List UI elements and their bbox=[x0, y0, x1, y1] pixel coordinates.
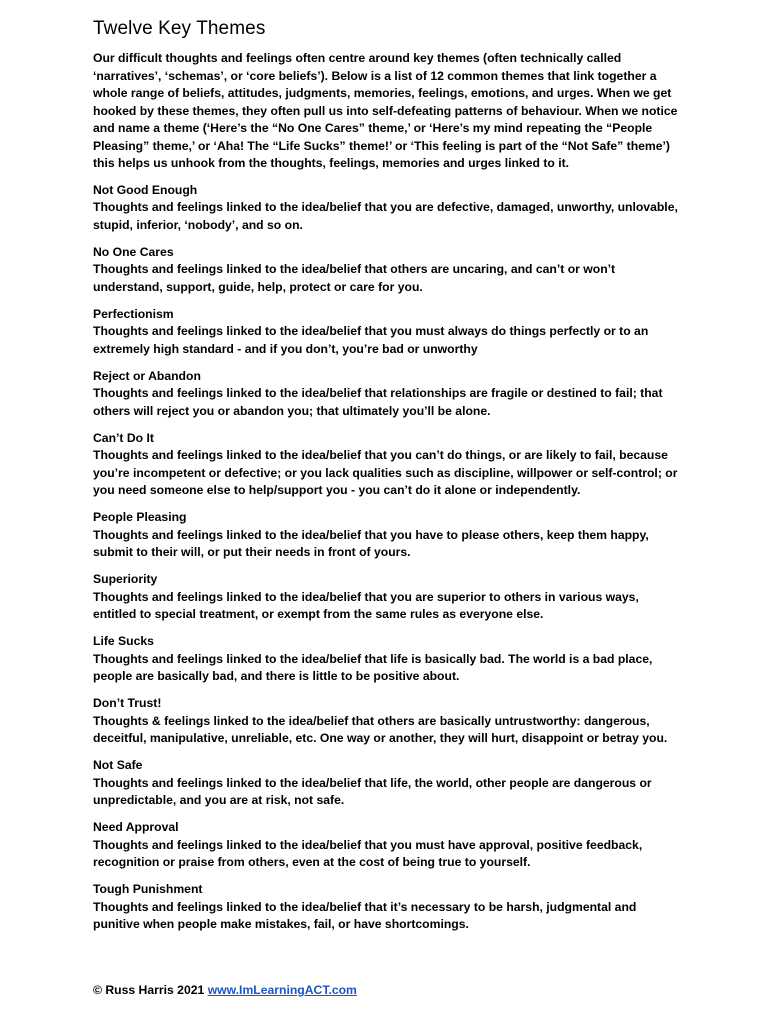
theme-description: Thoughts and feelings linked to the idea/belief that you are defective, damaged, unworthy, unlovable, stupid, inferior, ‘nobody’, and so on. bbox=[93, 200, 678, 232]
page-footer bbox=[93, 982, 357, 999]
theme-heading: Tough Punishment bbox=[93, 882, 203, 896]
page-title: Twelve Key Themes bbox=[93, 18, 266, 39]
theme-item bbox=[93, 819, 678, 872]
theme-heading: Reject or Abandon bbox=[93, 368, 201, 383]
theme-description: Thoughts and feelings linked to the idea/belief that you must have approval, positive feedback, recognition or praise from others, even at the cost of being true to yourself. bbox=[93, 837, 643, 869]
theme-heading: Life Sucks bbox=[93, 634, 154, 648]
theme-item bbox=[93, 881, 678, 934]
theme-description: Thoughts and feelings linked to the idea/belief that you have to please others, keep them happy, submit to their will, or put their needs in front of yours. bbox=[93, 527, 649, 559]
theme-item bbox=[93, 757, 678, 810]
theme-item bbox=[93, 182, 678, 235]
intro-paragraph: Our difficult thoughts and feelings often centre around key themes (often technically called ‘narratives’, ‘schemas’, or ‘core beliefs’). Below is a list of 12 common themes that link together a whole range of beliefs, attitudes, judgments, memories, feelings, emotions, and urges. When we get hooked by these themes, they often pull us into self-defeating patterns of behaviour. When we notice and name a theme (‘Here’s the “No One Cares” theme,’ or ‘Here’s my mind repeating the “People Pleasing” theme,’ or ‘Aha! The “Life Sucks” theme!’ or ‘This feeling is part of the “Not Safe” theme’) this helps us unhook from the thoughts, feelings, memories and urges linked to it. bbox=[93, 51, 678, 170]
document-page bbox=[93, 18, 678, 943]
theme-heading: Perfectionism bbox=[93, 306, 174, 321]
theme-heading: Not Safe bbox=[93, 758, 143, 772]
theme-description: Thoughts and feelings linked to the idea/belief that you can’t do things, or are likely to fail, because you’re incompetent or defective; or you lack qualities such as discipline, willpower or self-control; or you need someone else to help/support you - you can’t do it alone or independently. bbox=[93, 448, 678, 497]
theme-item bbox=[93, 571, 678, 624]
theme-heading: No One Cares bbox=[93, 244, 174, 259]
copyright-text: © Russ Harris 2021 bbox=[93, 983, 205, 997]
theme-heading: Superiority bbox=[93, 572, 158, 586]
theme-item bbox=[93, 509, 678, 562]
theme-description: Thoughts and feelings linked to the idea/belief that you are superior to others in various ways, entitled to special treatment, or exempt from the same rules as everyone else. bbox=[93, 589, 639, 621]
theme-item bbox=[93, 695, 678, 748]
theme-item bbox=[93, 244, 678, 297]
theme-heading: Don’t Trust! bbox=[93, 696, 162, 710]
theme-description: Thoughts and feelings linked to the idea/belief that it’s necessary to be harsh, judgmental and punitive when people make mistakes, fail, or have shortcomings. bbox=[93, 899, 637, 931]
theme-description: Thoughts and feelings linked to the idea/belief that you must always do things perfectly or to an extremely high standard - and if you don’t, you’re bad or unworthy bbox=[93, 324, 649, 356]
theme-heading: Can’t Do It bbox=[93, 430, 154, 445]
theme-description: Thoughts and feelings linked to the idea/belief that life, the world, other people are dangerous or unpredictable, and you are at risk, not safe. bbox=[93, 775, 652, 807]
theme-description: Thoughts & feelings linked to the idea/belief that others are basically untrustworthy: dangerous, deceitful, manipulative, unreliable, etc. One way or another, they will hurt, disappoint or betray you. bbox=[93, 713, 668, 745]
theme-item bbox=[93, 368, 678, 421]
theme-heading: Need Approval bbox=[93, 820, 179, 834]
theme-heading: People Pleasing bbox=[93, 510, 187, 524]
theme-item bbox=[93, 306, 678, 359]
theme-item bbox=[93, 633, 678, 686]
theme-description: Thoughts and feelings linked to the idea/belief that others are uncaring, and can’t or won’t understand, support, guide, help, protect or care for you. bbox=[93, 262, 616, 294]
website-link[interactable]: www.ImLearningACT.com bbox=[207, 983, 357, 997]
theme-heading: Not Good Enough bbox=[93, 182, 198, 197]
theme-list bbox=[93, 182, 678, 934]
theme-item bbox=[93, 430, 678, 500]
theme-description: Thoughts and feelings linked to the idea/belief that life is basically bad. The world is a bad place, people are basically bad, and there is little to be positive about. bbox=[93, 651, 653, 683]
theme-description: Thoughts and feelings linked to the idea/belief that relationships are fragile or destined to fail; that others will reject you or abandon you; that ultimately you’ll be alone. bbox=[93, 386, 663, 418]
